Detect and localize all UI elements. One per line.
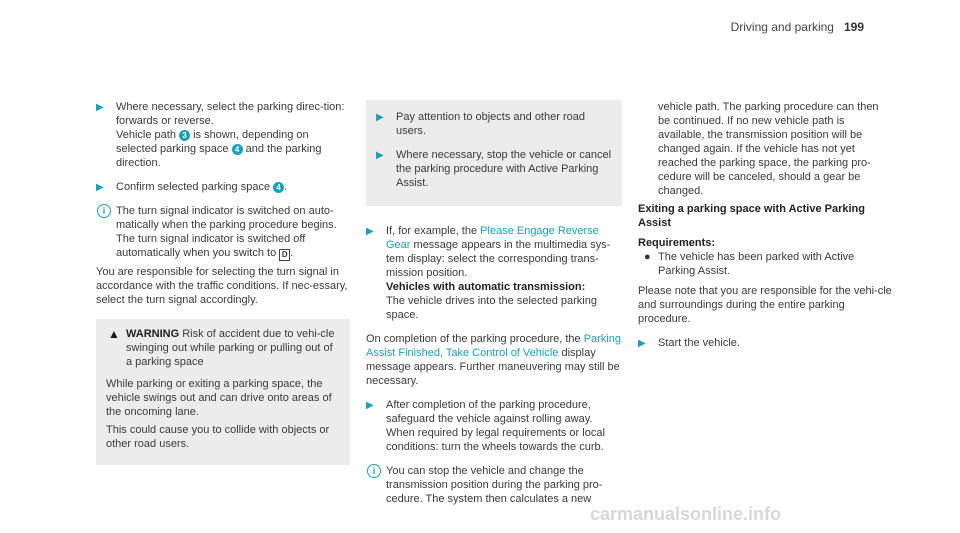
note-turn-signal: [96, 204, 350, 261]
requirements-label: Requirements:: [638, 237, 716, 249]
requirement-text: The vehicle has been parked with Active Parking Assist.: [658, 251, 855, 277]
display-message: Please Engage Reverse Gear: [386, 225, 599, 251]
step-text: Where necessary, select the parking direc-tion: forwards or reverse.: [116, 101, 345, 127]
step-pay-attention: [376, 110, 612, 138]
step-safeguard-vehicle: [366, 398, 622, 454]
step-select-direction: [96, 100, 350, 170]
column-3: [638, 100, 892, 360]
instruction-box: [366, 100, 622, 206]
requirement-item: [638, 250, 892, 278]
arrow-right-icon: ▶: [376, 112, 384, 123]
info-icon: i: [367, 464, 381, 478]
note-transmission: [366, 464, 622, 506]
arrow-right-icon: ▶: [96, 102, 104, 113]
step-stop-vehicle: [376, 148, 612, 190]
bullet-icon: ●: [644, 251, 651, 263]
section-title: Driving and parking: [730, 20, 834, 34]
step-confirm-space: [96, 180, 350, 194]
note-text: The turn signal indicator is switched on auto-matically when the parking procedure begins. The turn signal indicator is switched off automatically when you switch to: [116, 205, 337, 259]
step-text: Confirm selected parking space: [116, 181, 271, 193]
callout-number: 4: [232, 144, 243, 155]
paragraph-text: display message appears. Further maneuvering may still be necessary.: [366, 347, 620, 387]
column-2: [366, 100, 622, 510]
step-start-vehicle: [638, 336, 892, 350]
punctuation: .: [290, 247, 294, 259]
step-text: Pay attention to objects and other road users.: [396, 111, 585, 137]
paragraph-text: On completion of the parking procedure, the: [366, 333, 581, 345]
arrow-right-icon: ▶: [366, 400, 374, 411]
callout-number: 3: [179, 130, 190, 141]
arrow-right-icon: ▶: [96, 182, 104, 193]
page-number: 199: [843, 20, 864, 34]
continuation-paragraph: vehicle path. The parking procedure can then be continued. If no new vehicle path is available, the transmission position will be changed again. If the vehicle has not yet reached the parking space, the parking pro-cedure will be canceled, should a gear be changed.: [658, 101, 879, 197]
watermark: carmanualsonline.info: [590, 504, 782, 524]
column-1: [96, 100, 350, 465]
responsibility-paragraph: Please note that you are responsible for the vehi-cle and surroundings during the entire parking procedure.: [638, 285, 892, 325]
info-icon: i: [97, 204, 111, 218]
step-text: Start the vehicle.: [658, 337, 740, 349]
page-header: [731, 20, 864, 34]
display-message: Parking Assist Finished, Take Control of Vehicle: [366, 333, 621, 359]
completion-paragraph: [366, 332, 622, 388]
subheading: Vehicles with automatic transmission:: [386, 281, 586, 293]
warning-header: [106, 327, 340, 369]
step-text: After completion of the parking procedure, safeguard the vehicle against rolling away. When required by legal requirements or local conditions: turn the wheels towards the curb.: [386, 399, 605, 453]
step-engage-reverse: [366, 224, 622, 322]
step-text: Where necessary, stop the vehicle or cancel the parking procedure with Active Parking Assist.: [396, 149, 612, 189]
step-text: Vehicle path: [116, 129, 176, 141]
arrow-right-icon: ▶: [376, 150, 384, 161]
warning-title: WARNING: [126, 328, 180, 340]
drive-key-icon: D: [279, 249, 290, 261]
step-text: The vehicle drives into the selected parking space.: [386, 295, 597, 321]
note-text: You can stop the vehicle and change the transmission position during the parking pro-cedure. The system then calculates a new: [386, 465, 603, 505]
step-text: If, for example, the: [386, 225, 478, 237]
step-text: message appears in the multimedia sys-tem display: select the corresponding trans-mission position.: [386, 239, 611, 279]
warning-paragraph: This could cause you to collide with objects or other road users.: [106, 424, 330, 450]
responsibility-paragraph: You are responsible for selecting the turn signal in accordance with the traffic conditions. If nec-essary, select the turn signal accordingly.: [96, 266, 348, 306]
warning-box: [96, 319, 350, 465]
arrow-right-icon: ▶: [638, 338, 646, 349]
callout-number: 4: [273, 182, 284, 193]
warning-head-text: Risk of accident due to vehi-cle swinging out while parking or pulling out of a parking space: [126, 328, 335, 368]
section-heading: Exiting a parking space with Active Parking Assist: [638, 203, 865, 229]
step-text: is shown, depending on selected parking space: [116, 129, 309, 155]
step-text: and the parking direction.: [116, 143, 322, 169]
arrow-right-icon: ▶: [366, 226, 374, 237]
warning-paragraph: While parking or exiting a parking space, the vehicle swings out and can drive onto areas of the oncoming lane.: [106, 378, 332, 418]
warning-triangle-icon: ▲: [108, 327, 120, 341]
punctuation: .: [284, 181, 288, 193]
